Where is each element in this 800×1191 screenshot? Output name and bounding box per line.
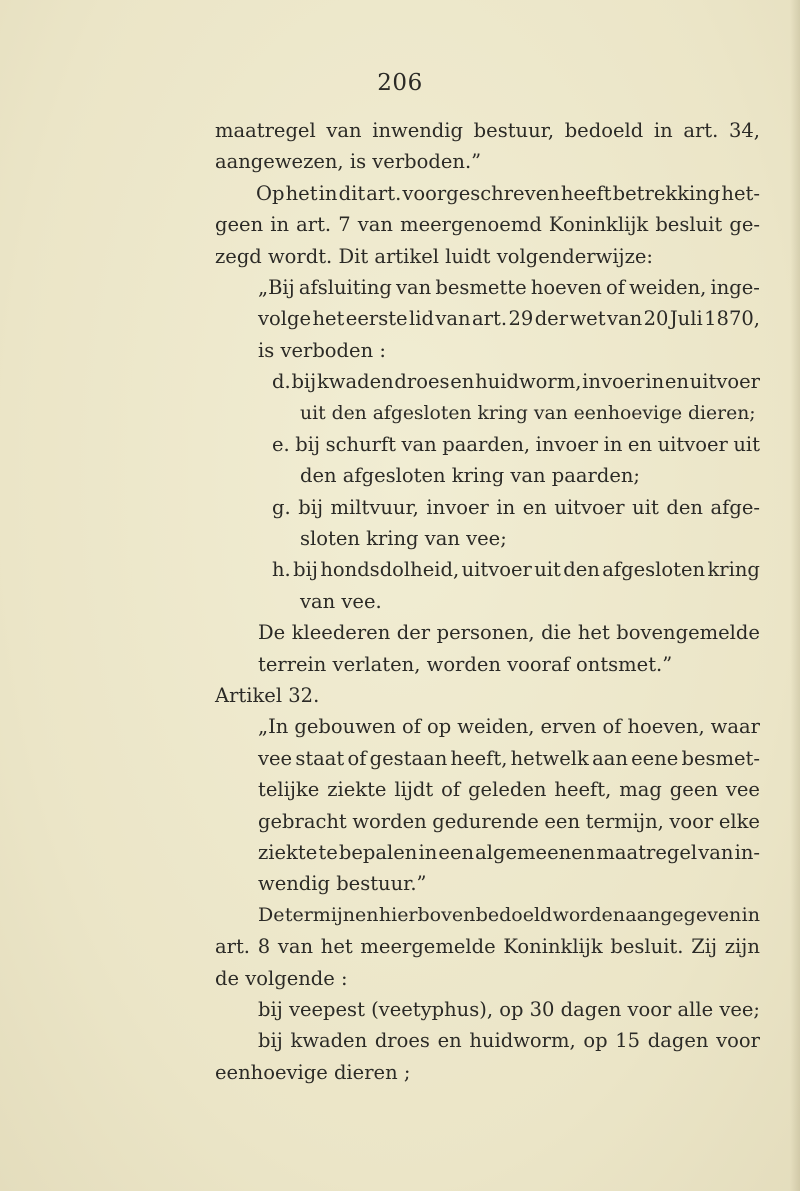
text-line: uit den afgesloten kring van eenhoevige dieren; (300, 402, 756, 424)
text-line: bij veepest (veetyphus), op 30 dagen voor alle vee; (258, 997, 760, 1021)
text-line: h. bij hondsdolheid, uitvoer uit den afgesloten kring (272, 558, 760, 582)
text-line: gebracht worden gedurende een termijn, voor elke (258, 809, 760, 833)
text-line: e. bij schurft van paarden, invoer in en uitvoer uit (272, 432, 760, 456)
page-number: 206 (377, 70, 423, 96)
text-line: volge het eerste lid van art. 29 der wet van 20 Juli 1870, (258, 307, 760, 331)
text-line: vee staat of gestaan heeft, hetwelk aan eene besmet- (258, 746, 760, 770)
text-line: geen in art. 7 van meergenoemd Koninklijk besluit ge- (215, 213, 760, 237)
text-line: terrein verlaten, worden vooraf ontsmet.” (258, 652, 673, 676)
text-line: „Bij afsluiting van besmette hoeven of weiden, inge- (258, 275, 760, 299)
text-line: van vee. (300, 589, 382, 613)
text-line: d. bij kwaden droes en huidworm, invoer in en uitvoer (272, 370, 760, 394)
text-line: Artikel 32. (215, 684, 320, 708)
text-line: De termijnen hierboven bedoeld worden aangegeven in (258, 903, 760, 926)
text-line: maatregel van inwendig bestuur, bedoeld in art. 34, (215, 119, 760, 142)
text-line: aangewezen, is verboden.” (215, 150, 482, 174)
text-line: is verboden : (258, 338, 386, 362)
text-line: g. bij miltvuur, invoer in en uitvoer uit den afge- (272, 495, 760, 519)
body-text (215, 115, 760, 1088)
page-edge-shadow (790, 0, 800, 1191)
text-line: de volgende : (215, 966, 348, 990)
text-line: den afgesloten kring van paarden; (300, 464, 640, 488)
text-line: art. 8 van het meergemelde Koninklijk besluit. Zij zijn (215, 935, 760, 959)
text-line: telijke ziekte lijdt of geleden heeft, mag geen vee (258, 778, 760, 802)
text-line: „In gebouwen of op weiden, erven of hoeven, waar (258, 715, 760, 739)
text-line: De kleederen der personen, die het bovengemelde (258, 621, 760, 645)
text-line: eenhoevige dieren ; (215, 1060, 411, 1084)
text-line: sloten kring van vee; (300, 527, 507, 551)
text-line: zegd wordt. Dit artikel luidt volgenderwijze: (215, 244, 653, 268)
text-line: ziekte te bepalen in een algemeenen maatregel van in- (258, 840, 760, 864)
text-line: Op het in dit art. voorgeschreven heeft betrekking het- (256, 181, 760, 205)
text-line: bij kwaden droes en huidworm, op 15 dagen voor (258, 1029, 760, 1053)
text-line: wendig bestuur.” (258, 872, 427, 896)
